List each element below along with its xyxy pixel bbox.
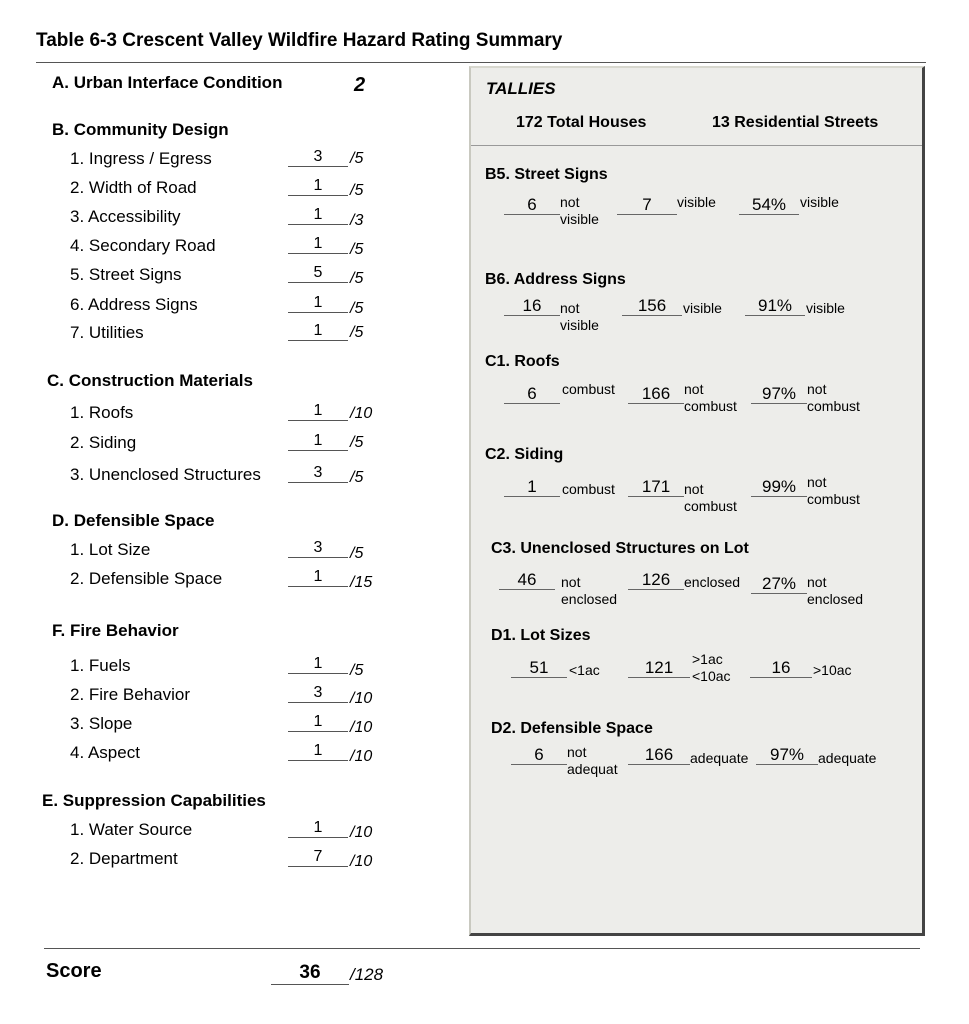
tally-value: 1 <box>504 477 560 497</box>
tally-label: combust <box>562 481 615 497</box>
tally-label: not visible <box>560 194 599 227</box>
tally-label: >10ac <box>813 662 852 678</box>
item-label: 1. Ingress / Egress <box>70 149 212 168</box>
page-title: Table 6-3 Crescent Valley Wildfire Hazard Rating Summary <box>36 30 563 51</box>
item-max: /10 <box>350 748 373 765</box>
tally-label: visible <box>800 194 839 210</box>
tally-value: 7 <box>617 195 677 215</box>
item-value: 7 <box>288 848 348 867</box>
item-label: 3. Unenclosed Structures <box>70 465 261 484</box>
item-value: 5 <box>288 264 348 283</box>
item-label: 2. Department <box>70 849 178 868</box>
section-title: D. Defensible Space <box>52 511 215 530</box>
tally-value: 121 <box>628 658 690 678</box>
item-value: 3 <box>288 684 348 703</box>
item-max: /5 <box>350 182 364 199</box>
tally-group-title: C1. Roofs <box>485 353 560 370</box>
item-max: /10 <box>350 405 373 422</box>
item-label: 7. Utilities <box>70 323 144 342</box>
tally-label: not combust <box>807 381 860 414</box>
tally-group-title: B6. Address Signs <box>485 271 626 288</box>
tally-group-title: C2. Siding <box>485 446 564 463</box>
item-label: 2. Fire Behavior <box>70 685 190 704</box>
item-value: 1 <box>288 568 348 587</box>
tally-label: visible <box>806 300 845 316</box>
item-value: 1 <box>288 322 348 341</box>
item-label: 2. Siding <box>70 433 137 452</box>
tally-value: 97% <box>751 384 807 404</box>
tally-value: 54% <box>739 195 799 215</box>
item-max: /15 <box>350 574 373 591</box>
item-max: /5 <box>350 270 364 287</box>
title-divider <box>36 62 926 63</box>
tally-value: 16 <box>504 296 560 316</box>
item-max: /5 <box>350 434 364 451</box>
item-max: /3 <box>350 212 364 229</box>
item-max: /10 <box>350 853 373 870</box>
residential-streets: 13 Residential Streets <box>712 114 879 131</box>
tally-label: adequate <box>818 750 877 766</box>
tally-group-title: C3. Unenclosed Structures on Lot <box>491 540 749 557</box>
tally-label: combust <box>562 381 615 397</box>
item-label: 1. Lot Size <box>70 540 151 559</box>
item-label: 2. Width of Road <box>70 178 197 197</box>
item-max: /5 <box>350 324 364 341</box>
section-title: E. Suppression Capabilities <box>42 791 266 810</box>
item-max: /5 <box>350 469 364 486</box>
tally-value: 97% <box>756 745 818 765</box>
item-max: /5 <box>350 662 364 679</box>
item-value: 1 <box>288 235 348 254</box>
item-value: 3 <box>288 464 348 483</box>
item-value: 1 <box>288 206 348 225</box>
item-label: 1. Roofs <box>70 403 134 422</box>
tally-value: 126 <box>628 570 684 590</box>
item-label: 1. Water Source <box>70 820 193 839</box>
tallies-title: TALLIES <box>486 79 556 98</box>
score-max: /128 <box>350 965 384 984</box>
tally-label: not enclosed <box>807 574 864 607</box>
urban-interface-value: 2 <box>354 74 366 96</box>
item-value: 1 <box>288 713 348 732</box>
item-label: 1. Fuels <box>70 656 131 675</box>
tally-value: 6 <box>504 195 560 215</box>
item-label: 5. Street Signs <box>70 265 182 284</box>
tally-label: not enclosed <box>561 574 618 607</box>
tally-value: 6 <box>504 384 560 404</box>
item-max: /5 <box>350 241 364 258</box>
tally-value: 91% <box>745 296 805 316</box>
item-max: /10 <box>350 719 373 736</box>
item-label: 4. Secondary Road <box>70 236 216 255</box>
tally-label: adequate <box>690 750 749 766</box>
tally-value: 166 <box>628 745 690 765</box>
tally-label: not combust <box>684 381 737 414</box>
item-value: 1 <box>288 294 348 313</box>
item-label: 2. Defensible Space <box>70 569 223 588</box>
item-label: 3. Slope <box>70 714 133 733</box>
tally-label: not combust <box>684 481 737 514</box>
tally-group-title: B5. Street Signs <box>485 166 608 183</box>
item-label: 6. Address Signs <box>70 295 198 314</box>
tally-label: >1ac <10ac <box>692 651 731 684</box>
item-value: 1 <box>288 432 348 451</box>
tally-value: 156 <box>622 296 682 316</box>
item-label: 3. Accessibility <box>70 207 181 226</box>
tally-value: 51 <box>511 658 567 678</box>
score-divider <box>44 948 920 949</box>
urban-interface-label: A. Urban Interface Condition <box>52 73 283 92</box>
item-value: 1 <box>288 655 348 674</box>
tally-label: <1ac <box>569 662 600 678</box>
score-value: 36 <box>271 962 349 985</box>
tallies-panel <box>469 66 925 936</box>
tally-label: not visible <box>560 300 599 333</box>
tally-label: not adequat <box>567 744 618 777</box>
item-value: 1 <box>288 177 348 196</box>
tally-label: enclosed <box>684 574 741 590</box>
item-value: 1 <box>288 402 348 421</box>
item-max: /5 <box>350 545 364 562</box>
item-value: 1 <box>288 742 348 761</box>
tally-label: not combust <box>807 474 860 507</box>
tally-label: visible <box>683 300 722 316</box>
total-houses: 172 Total Houses <box>516 114 647 131</box>
tally-value: 16 <box>750 658 812 678</box>
item-max: /10 <box>350 824 373 841</box>
tally-group-title: D1. Lot Sizes <box>491 627 591 644</box>
tally-value: 6 <box>511 745 567 765</box>
score-label: Score <box>46 960 102 982</box>
section-title: C. Construction Materials <box>47 371 253 390</box>
tally-value: 99% <box>751 477 807 497</box>
section-title: B. Community Design <box>52 120 229 139</box>
tally-group-title: D2. Defensible Space <box>491 720 653 737</box>
tally-label: visible <box>677 194 716 210</box>
tally-value: 166 <box>628 384 684 404</box>
item-value: 1 <box>288 819 348 838</box>
tally-value: 46 <box>499 570 555 590</box>
item-value: 3 <box>288 148 348 167</box>
tally-value: 27% <box>751 574 807 594</box>
item-max: /5 <box>350 300 364 317</box>
item-value: 3 <box>288 539 348 558</box>
item-max: /5 <box>350 150 364 167</box>
tallies-divider <box>471 145 922 146</box>
section-title: F. Fire Behavior <box>52 621 179 640</box>
tally-value: 171 <box>628 477 684 497</box>
item-max: /10 <box>350 690 373 707</box>
item-label: 4. Aspect <box>70 743 140 762</box>
